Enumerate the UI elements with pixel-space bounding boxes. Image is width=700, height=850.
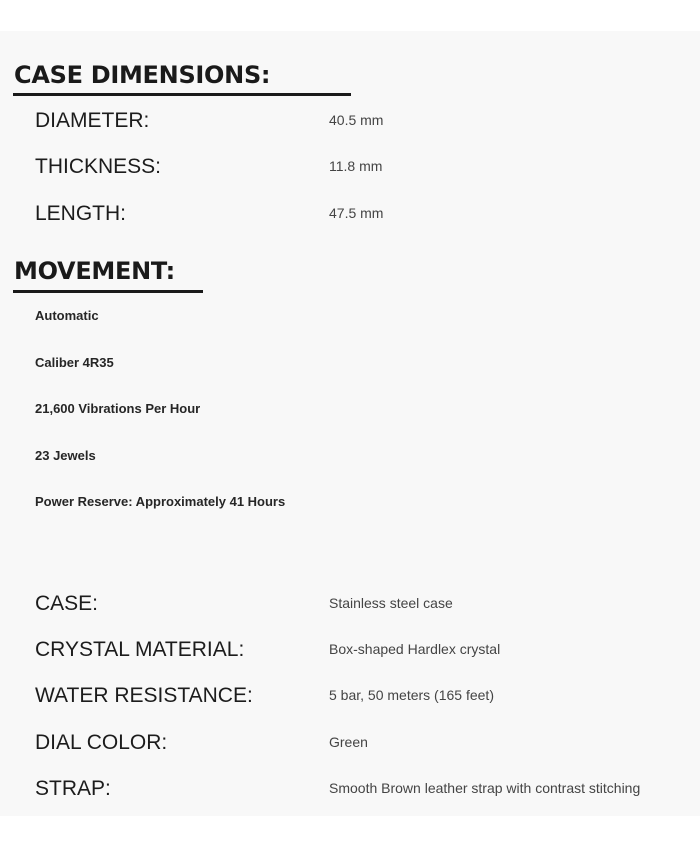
movement-heading: MOVEMENT: (14, 257, 175, 285)
spec-value: Green (329, 734, 368, 750)
spec-value: Smooth Brown leather strap with contrast stitching (329, 780, 641, 796)
spec-value: Stainless steel case (329, 595, 453, 611)
spec-label: CRYSTAL MATERIAL: (35, 638, 245, 661)
case-dimensions-underline (13, 93, 351, 96)
movement-underline (13, 290, 203, 293)
spec-value: 5 bar, 50 meters (165 feet) (329, 687, 494, 703)
spec-label: DIAMETER: (35, 109, 150, 132)
spec-label: THICKNESS: (35, 155, 162, 178)
spec-label: DIAL COLOR: (35, 731, 168, 754)
movement-item-jewels: 23 Jewels (35, 448, 96, 463)
movement-item-automatic: Automatic (35, 308, 99, 323)
spec-label: CASE: (35, 592, 99, 615)
spec-label: LENGTH: (35, 202, 127, 225)
specifications-panel (0, 31, 700, 816)
movement-item-vibrations: 21,600 Vibrations Per Hour (35, 401, 201, 416)
spec-label: STRAP: (35, 777, 111, 800)
case-dimensions-heading: CASE DIMENSIONS: (14, 61, 271, 89)
spec-value: 11.8 mm (329, 158, 383, 174)
spec-label: WATER RESISTANCE: (35, 684, 253, 707)
spec-value: 47.5 mm (329, 205, 384, 221)
movement-item-caliber: Caliber 4R35 (35, 355, 114, 370)
movement-item-power-reserve: Power Reserve: Approximately 41 Hours (35, 494, 286, 509)
spec-value: Box-shaped Hardlex crystal (329, 641, 501, 657)
spec-value: 40.5 mm (329, 112, 384, 128)
